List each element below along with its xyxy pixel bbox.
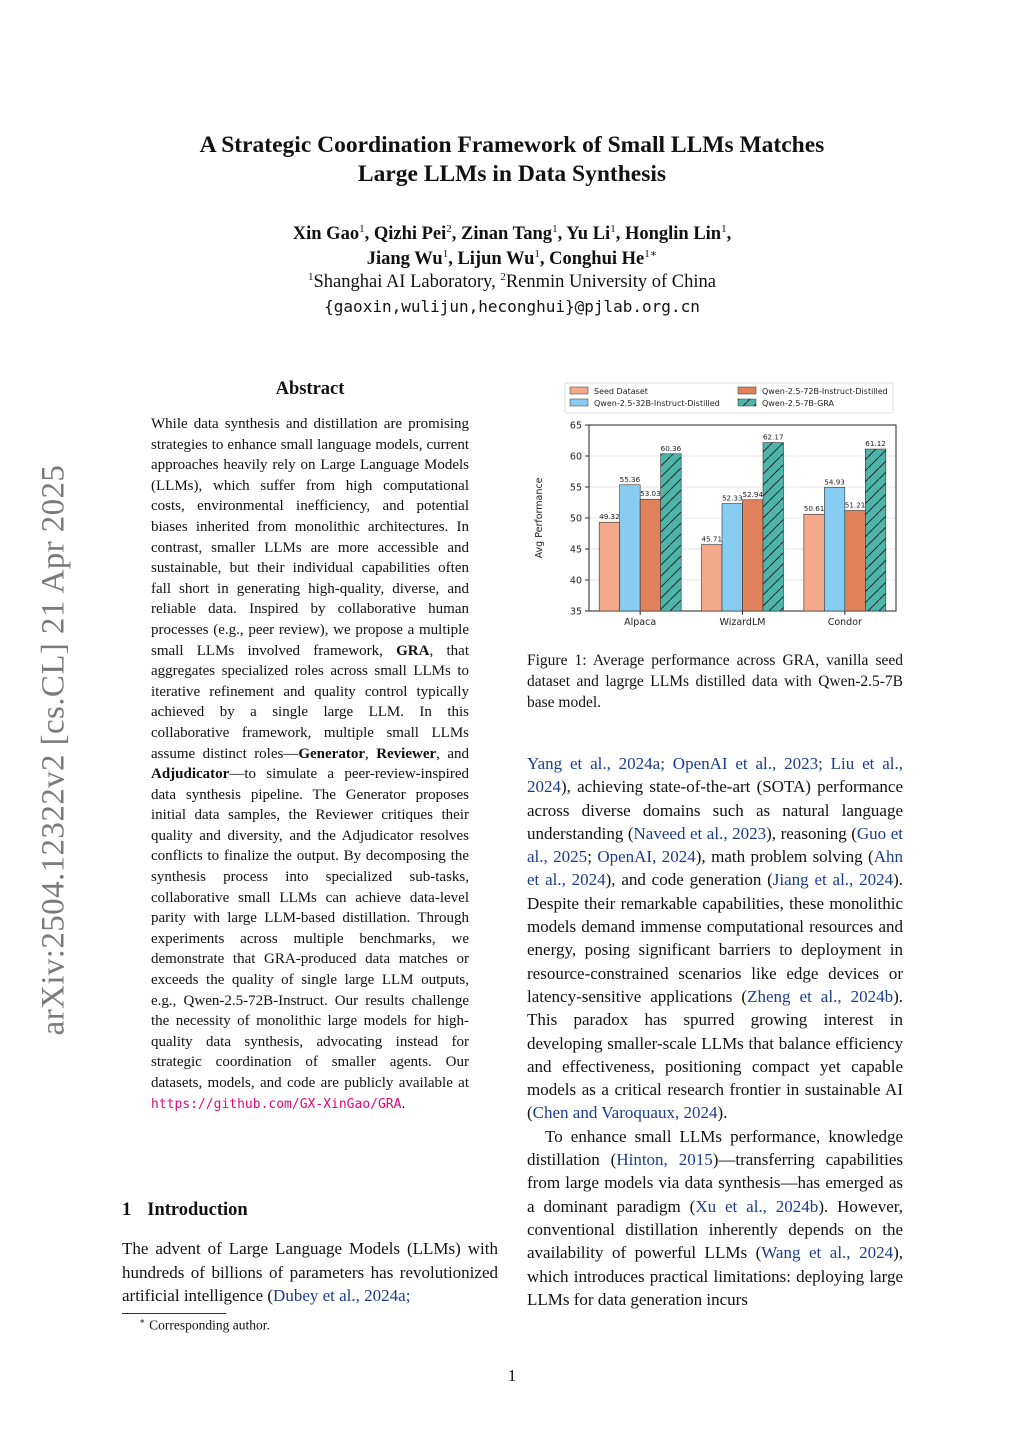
figure-1-bar-chart [527,380,903,630]
author-name: Xin Gao [292,224,360,244]
footnote-divider [122,1313,226,1314]
title-line-2: Large LLMs in Data Synthesis [357,161,667,187]
citation-link[interactable]: Jiang et al., 2024 [772,870,894,890]
abstract-heading: Abstract [275,379,345,399]
legend-swatch-hatch [738,399,756,406]
legend-swatch [570,399,588,406]
bar [620,485,641,611]
bar-hatch [661,454,682,611]
x-tick-label: WizardLM [719,617,766,628]
introduction-text-left: The advent of Large Language Models (LLMs) with hundreds of billions of parameters has revolutionized artificial intelligence (Dubey et al., 2024a; [122,1239,498,1305]
y-tick-label: 60 [569,451,582,463]
introduction-text-right: Yang et al., 2024a; OpenAI et al., 2023; Liu et al., 2024), achieving state-of-the-art (SOTA) performance across diverse domains such as natural language understanding (Naveed et al., 2023), reasoning (Guo et al., 2025; OpenAI, 2024), math problem solving (Ahn et al., 2024), and code generation (Jiang et al., 2024). Despite their remarkable capabilities, these monolithic models demand immense computational resources and energy, posing significant barriers to deployment in resource-constrained scenarios like edge devices or latency-sensitive applications (Zheng et al., 2024b). This paradox has spurred growing interest in developing smaller-scale LLMs that balance efficiency and effectiveness, positioning compact yet capable models as a critical research frontier in sustainable AI (Chen and Varoquaux, 2024). To enhance small LLMs performance, knowledge distillation (Hinton, 2015)—transferring capabilities from large models via data synthesis—has emerged as a dominant paradigm (Xu et al., 2024b). However, conventional distillation inherently depends on the availability of powerful LLMs (Wang et al., 2024), which introduces practical limitations: deploying large LLMs for data generation incurs [527,754,904,1309]
legend-swatch [738,387,756,394]
bar-value-label: 60.36 [660,443,682,453]
legend-label: Seed Dataset [594,387,648,396]
bar [824,487,845,611]
y-tick-label: 65 [569,420,582,432]
citation-link[interactable]: Zheng et al., 2024b [747,986,894,1006]
author-name: Conghui He [549,249,645,269]
bar-value-label: 55.36 [619,474,641,484]
bar [640,499,660,611]
citation-link[interactable]: Guo et al., 2025 [527,823,904,867]
title-line-1: A Strategic Coordination Framework of Small LLMs Matches [199,132,825,158]
corresponding-mark: ∗ [649,247,658,260]
citation-link[interactable]: Yang et al., 2024a; OpenAI et al., 2023; Liu et al., 2024 [527,754,903,797]
legend-label: Qwen-2.5-32B-Instruct-Distilled [594,399,720,408]
bar-hatch [763,443,784,611]
y-tick-label: 55 [569,482,582,494]
bar-value-label: 62.17 [762,432,784,442]
author-name: Zinan Tang [461,224,553,244]
citation-link[interactable]: Chen and Varoquaux, 2024 [532,1103,718,1123]
y-axis-label: Avg Performance [534,477,545,559]
repository-link[interactable]: https://github.com/GX-XinGao/GRA [151,1096,402,1112]
y-tick-label: 45 [569,544,582,556]
y-tick-label: 40 [569,575,582,587]
affiliations: $^1$Shanghai AI Laboratory, $^2$Renmin University of China [307,270,716,292]
chart-legend [565,383,893,413]
paper-title [150,131,874,189]
citation-link[interactable]: OpenAI, 2024 [597,847,696,867]
bar-value-label: 54.93 [824,477,845,487]
bar-value-label: 52.94 [742,489,764,499]
citation-link[interactable]: Hinton, 2015 [616,1150,713,1170]
arxiv-identifier: arXiv:2504.12322v2 [cs.CL] 21 Apr 2025 [35,464,72,1036]
bar [804,514,825,611]
bar-value-label: 50.61 [803,504,825,514]
author-name: Honglin Lin [624,224,722,244]
legend-label: Qwen-2.5-72B-Instruct-Distilled [762,387,888,396]
bar [743,500,764,611]
bar [702,545,723,611]
bar-value-label: 51.21 [844,500,866,510]
citation-link[interactable]: Ahn et al., 2024 [527,847,903,890]
bar-value-label: 49.32 [599,512,620,522]
citation-link[interactable]: Wang et al., 2024 [761,1243,894,1263]
legend-swatch [570,387,588,394]
citation-link[interactable]: Naveed et al., 2023 [633,823,767,843]
bar-value-label: 52.33 [721,493,743,503]
bar-hatch [865,449,886,611]
footnote: ∗ Corresponding author. [139,1316,270,1333]
legend-label: Qwen-2.5-7B-GRA [762,399,834,408]
figure-caption: Figure 1: Average performance across GRA, vanilla seed dataset and lagrge LLMs distilled data with Qwen-2.5-7B base model. [527,652,903,711]
bar [599,522,620,611]
y-tick-label: 50 [569,513,582,525]
author-name: Yu Li [566,224,611,244]
bar-value-label: 45.71 [701,534,723,544]
bar-value-label: 61.12 [865,439,886,449]
citation-link[interactable]: Xu et al., 2024b [695,1196,819,1216]
x-tick-label: Alpaca [624,617,657,628]
abstract-text: While data synthesis and distillation are promising strategies to enhance small language models, current approaches heavily rely on Large Language Models (LLMs), which suffer from high computational costs, environmental inefficiency, and potential biases inherited from monolithic architectures. In contrast, smaller LLMs are more accessible and sustainable, but their individual capabilities often fall short in generating high-quality, diverse, and reliable data. Inspired by collaborative human processes (e.g., peer review), we propose a multiple small LLMs involved framework, GRA, that aggregates specialized roles across small LLMs to iterative refinement and quality control typically achieved by a single large LLM. In this collaborative framework, multiple small LLMs assume distinct roles—Generator, Reviewer, and Adjudicator—to simulate a peer-review-inspired data synthesis pipeline. The Generator proposes initial data samples, the Reviewer critiques their quality and diversity, and the Adjudicator resolves conflicts to finalize the output. By decomposing the synthesis process into specialized sub-tasks, collaborative small LLMs can achieve data-level parity with large LLM-based distillation. Through experiments across multiple benchmarks, we demonstrate that GRA-produced data matches or exceeds the quality of single large LLM outputs, e.g., Qwen-2.5-72B-Instruct. Our results challenge the necessity of monolithic large models for high-quality data synthesis, advocating instead for strategic coordination of smaller agents. Our datasets, models, and code are publicly available at https://github.com/GX-XinGao/GRA. [151,416,469,1112]
author-name: Lijun Wu [457,249,535,269]
author-list: Xin Gao$^1$, Qizhi Pei$^2$, Zinan Tang$^1$, Yu Li$^1$, Honglin Lin$^1$, Jiang Wu$^1$, Lijun Wu$^1$, Conghui $He^{1∗}$ [292,222,732,269]
citation-link[interactable]: Dubey et al., 2024a; [273,1286,411,1305]
bar [845,510,866,611]
bar-value-label: 53.03 [640,489,661,499]
section-heading-introduction: 1 Introduction [122,1200,248,1220]
author-name: Jiang Wu [366,249,443,269]
y-tick-label: 35 [569,606,582,618]
author-name: Qizhi Pei [373,224,447,244]
author-emails: {gaoxin,wulijun,heconghui}@pjlab.org.cn [324,297,700,316]
x-tick-label: Condor [827,617,862,628]
bar [722,504,743,611]
page-number: 1 [507,1366,517,1385]
